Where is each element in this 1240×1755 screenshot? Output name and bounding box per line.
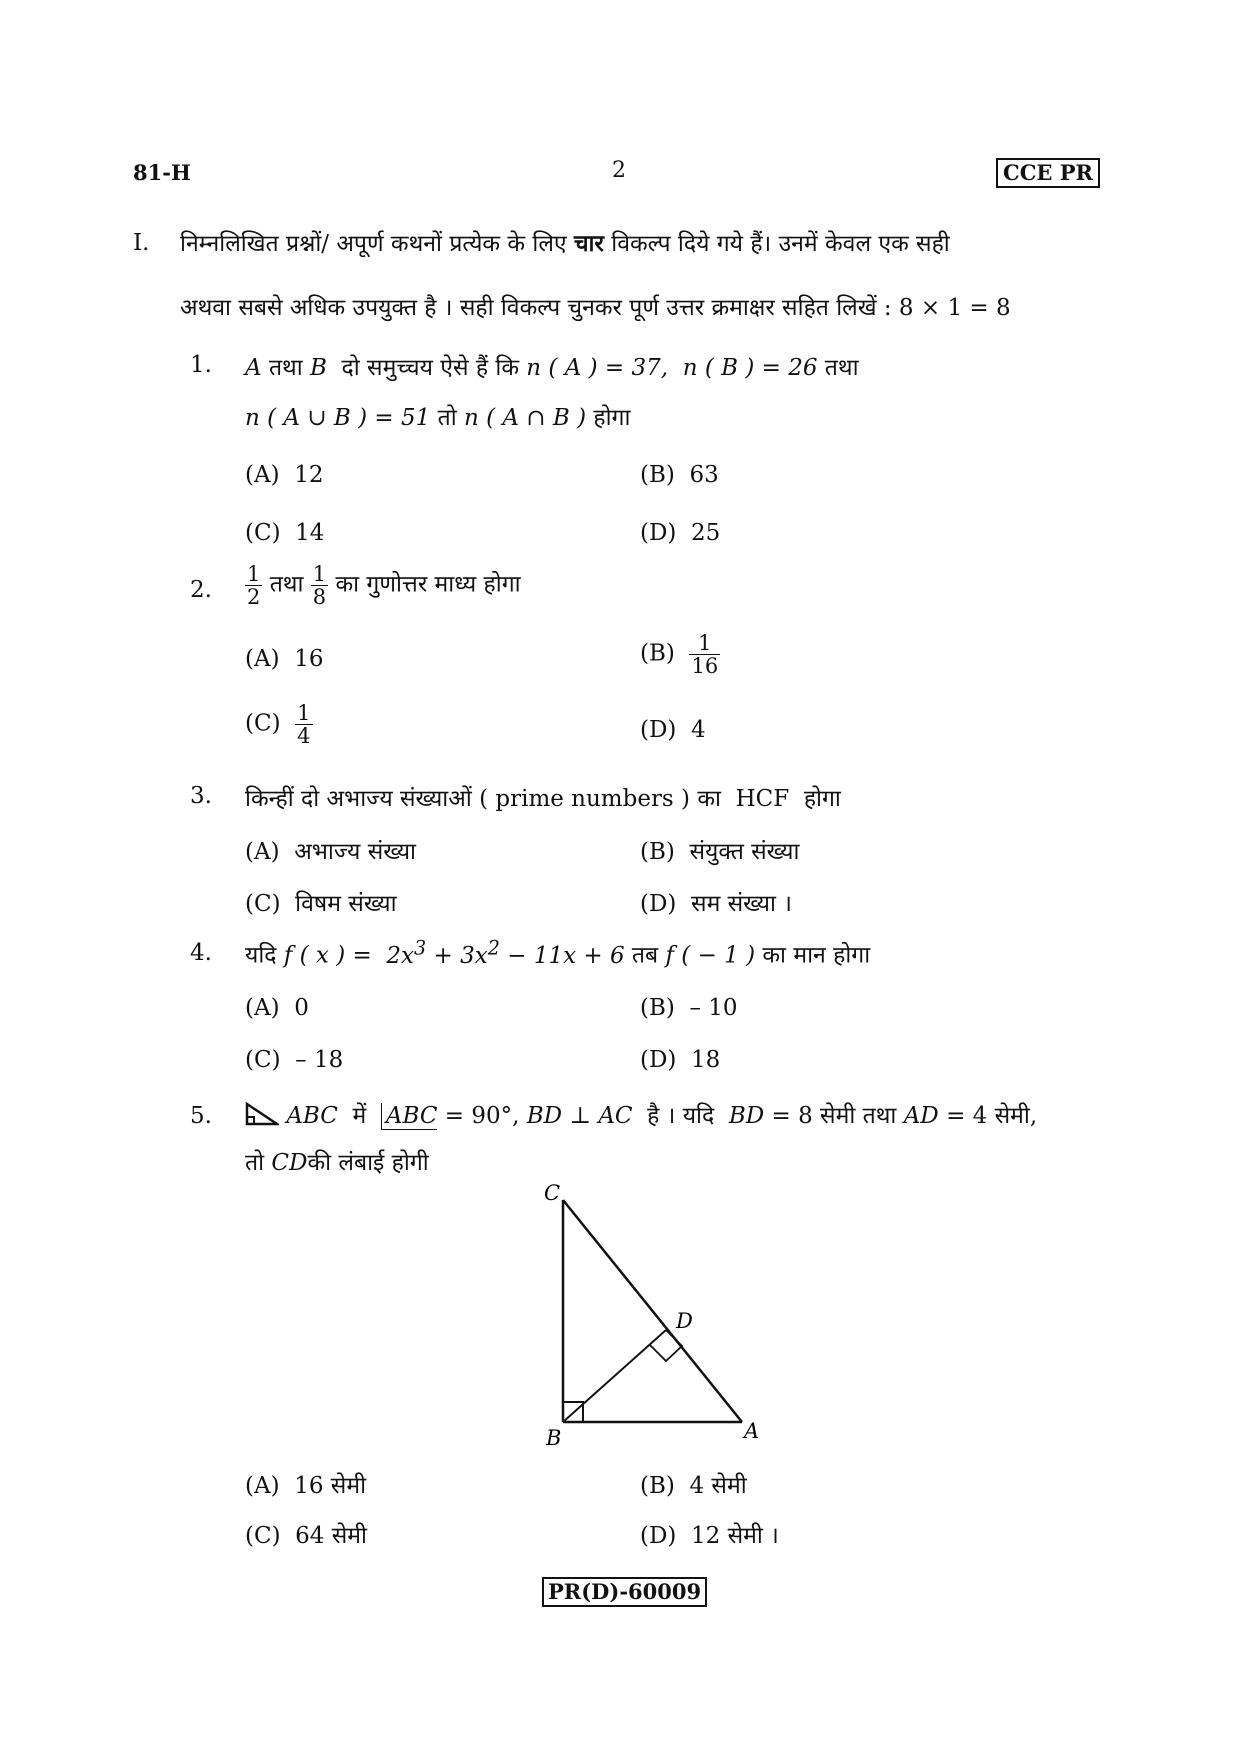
q4-option-d: (D) 18	[640, 1047, 721, 1073]
q3-option-c: (C) विषम संख्या	[245, 891, 397, 917]
angle-abc: ABC	[381, 1103, 438, 1130]
question-3-number: 3.	[190, 783, 212, 809]
q1-na: n ( A ) = 37,	[526, 355, 669, 381]
label-c: C	[544, 1181, 561, 1205]
section-number: I.	[133, 230, 150, 256]
q1-option-a: (A) 12	[245, 462, 324, 488]
question-5-number: 5.	[190, 1103, 212, 1129]
q4-option-a: (A) 0	[245, 995, 309, 1021]
q1-text: तो	[437, 405, 457, 431]
q1-option-d: (D) 25	[640, 520, 721, 546]
q1-option-c: (C) 14	[245, 520, 325, 546]
polynomial: $2x^3 + 3x^2 - 11x + 6$	[386, 936, 625, 969]
question-5-line-1: ABC में ABC = 90°, BD ⊥ AC है । यदि BD = 8 सेमी तथा AD = 4 सेमी,	[245, 1098, 1037, 1130]
function-f-minus-1: f ( − 1 )	[665, 942, 756, 969]
triangle-diagram	[530, 1175, 780, 1450]
instruction-text: विकल्प दिये गये हैं। उनमें केवल एक सही	[611, 231, 950, 257]
q1-option-b: (B) 63	[640, 462, 719, 488]
instruction-line-2: अथवा सबसे अधिक उपयुक्त है । सही विकल्प चुनकर पूर्ण उत्तर क्रमाक्षर सहित लिखें : 8 × 1 = 8	[180, 295, 1011, 321]
label-d: D	[676, 1309, 693, 1333]
q4-option-c: (C) – 18	[245, 1047, 344, 1073]
right-angle-d	[650, 1330, 682, 1361]
q4-option-b: (B) – 10	[640, 995, 738, 1021]
label-a: A	[744, 1419, 760, 1443]
set-a: A	[245, 355, 262, 381]
q3-option-a: (A) अभाज्य संख्या	[245, 839, 416, 865]
triangle-name: ABC	[286, 1103, 338, 1129]
question-1-line-1	[245, 350, 859, 382]
q5-option-d: (D) 12 सेमी ।	[640, 1523, 779, 1549]
question-4-number: 4.	[190, 940, 212, 966]
triangle-icon	[245, 1102, 279, 1126]
question-1-line-2	[245, 400, 630, 432]
series-badge: CCE PR	[996, 158, 1100, 188]
q5-option-b: (B) 4 सेमी	[640, 1473, 747, 1499]
instruction-line-1	[180, 226, 950, 258]
function-f-x: f ( x ) =	[283, 942, 372, 969]
q1-nb: n ( B ) = 26	[682, 355, 818, 381]
question-1-number: 1.	[190, 352, 212, 378]
altitude-bd	[563, 1330, 666, 1422]
question-2-text: $\frac{1}{2}$ तथा $\frac{1}{8}$ का गुणोत्तर माध्य होगा	[247, 562, 521, 610]
q1-text: तथा	[268, 355, 303, 381]
q3-option-d: (D) सम संख्या ।	[640, 891, 792, 917]
fraction-eighth: $\frac{1}{8}$	[312, 562, 327, 610]
q1-text: तथा	[824, 355, 859, 381]
q2-option-d: (D) 4	[640, 717, 706, 743]
q1-intersection: n ( A ∩ B )	[463, 405, 587, 431]
q2-option-a: (A) 16	[245, 646, 324, 672]
q1-union: n ( A ∪ B ) = 51	[245, 405, 431, 431]
question-3-text: किन्हीं दो अभाज्य संख्याओं ( prime numbers ) का HCF होगा	[245, 786, 841, 812]
q5-option-c: (C) 64 सेमी	[245, 1523, 368, 1549]
question-2-number: 2.	[190, 577, 212, 603]
q1-text: दो समुच्चय ऐसे हैं कि	[341, 355, 519, 381]
page-number: 2	[612, 158, 626, 183]
instruction-bold: चार	[573, 230, 604, 257]
question-5-line-2: तो CDकी लंबाई होगी	[245, 1150, 429, 1176]
footer-code: PR(D)-60009	[542, 1577, 707, 1607]
set-b: B	[310, 355, 327, 381]
perpendicular-statement: BD ⊥ AC	[526, 1103, 633, 1129]
side-ca	[563, 1200, 742, 1422]
question-4-text: यदि f ( x ) = $2x^3 + 3x^2 - 11x + 6$ तब f ( − 1 ) का मान होगा	[245, 936, 871, 969]
q1-text: होगा	[593, 405, 631, 431]
q5-option-a: (A) 16 सेमी	[245, 1473, 367, 1499]
fraction-half: $\frac{1}{2}$	[247, 562, 261, 610]
paper-code: 81-H	[133, 160, 191, 185]
q3-option-b: (B) संयुक्त संख्या	[640, 839, 800, 865]
q2-option-b: (B) $\frac{1}{16}$	[640, 631, 719, 679]
q2-option-c: (C) $\frac{1}{4}$	[245, 701, 311, 749]
instruction-text: निम्नलिखित प्रश्नों/ अपूर्ण कथनों प्रत्येक के लिए	[180, 231, 567, 257]
label-b: B	[546, 1426, 562, 1450]
